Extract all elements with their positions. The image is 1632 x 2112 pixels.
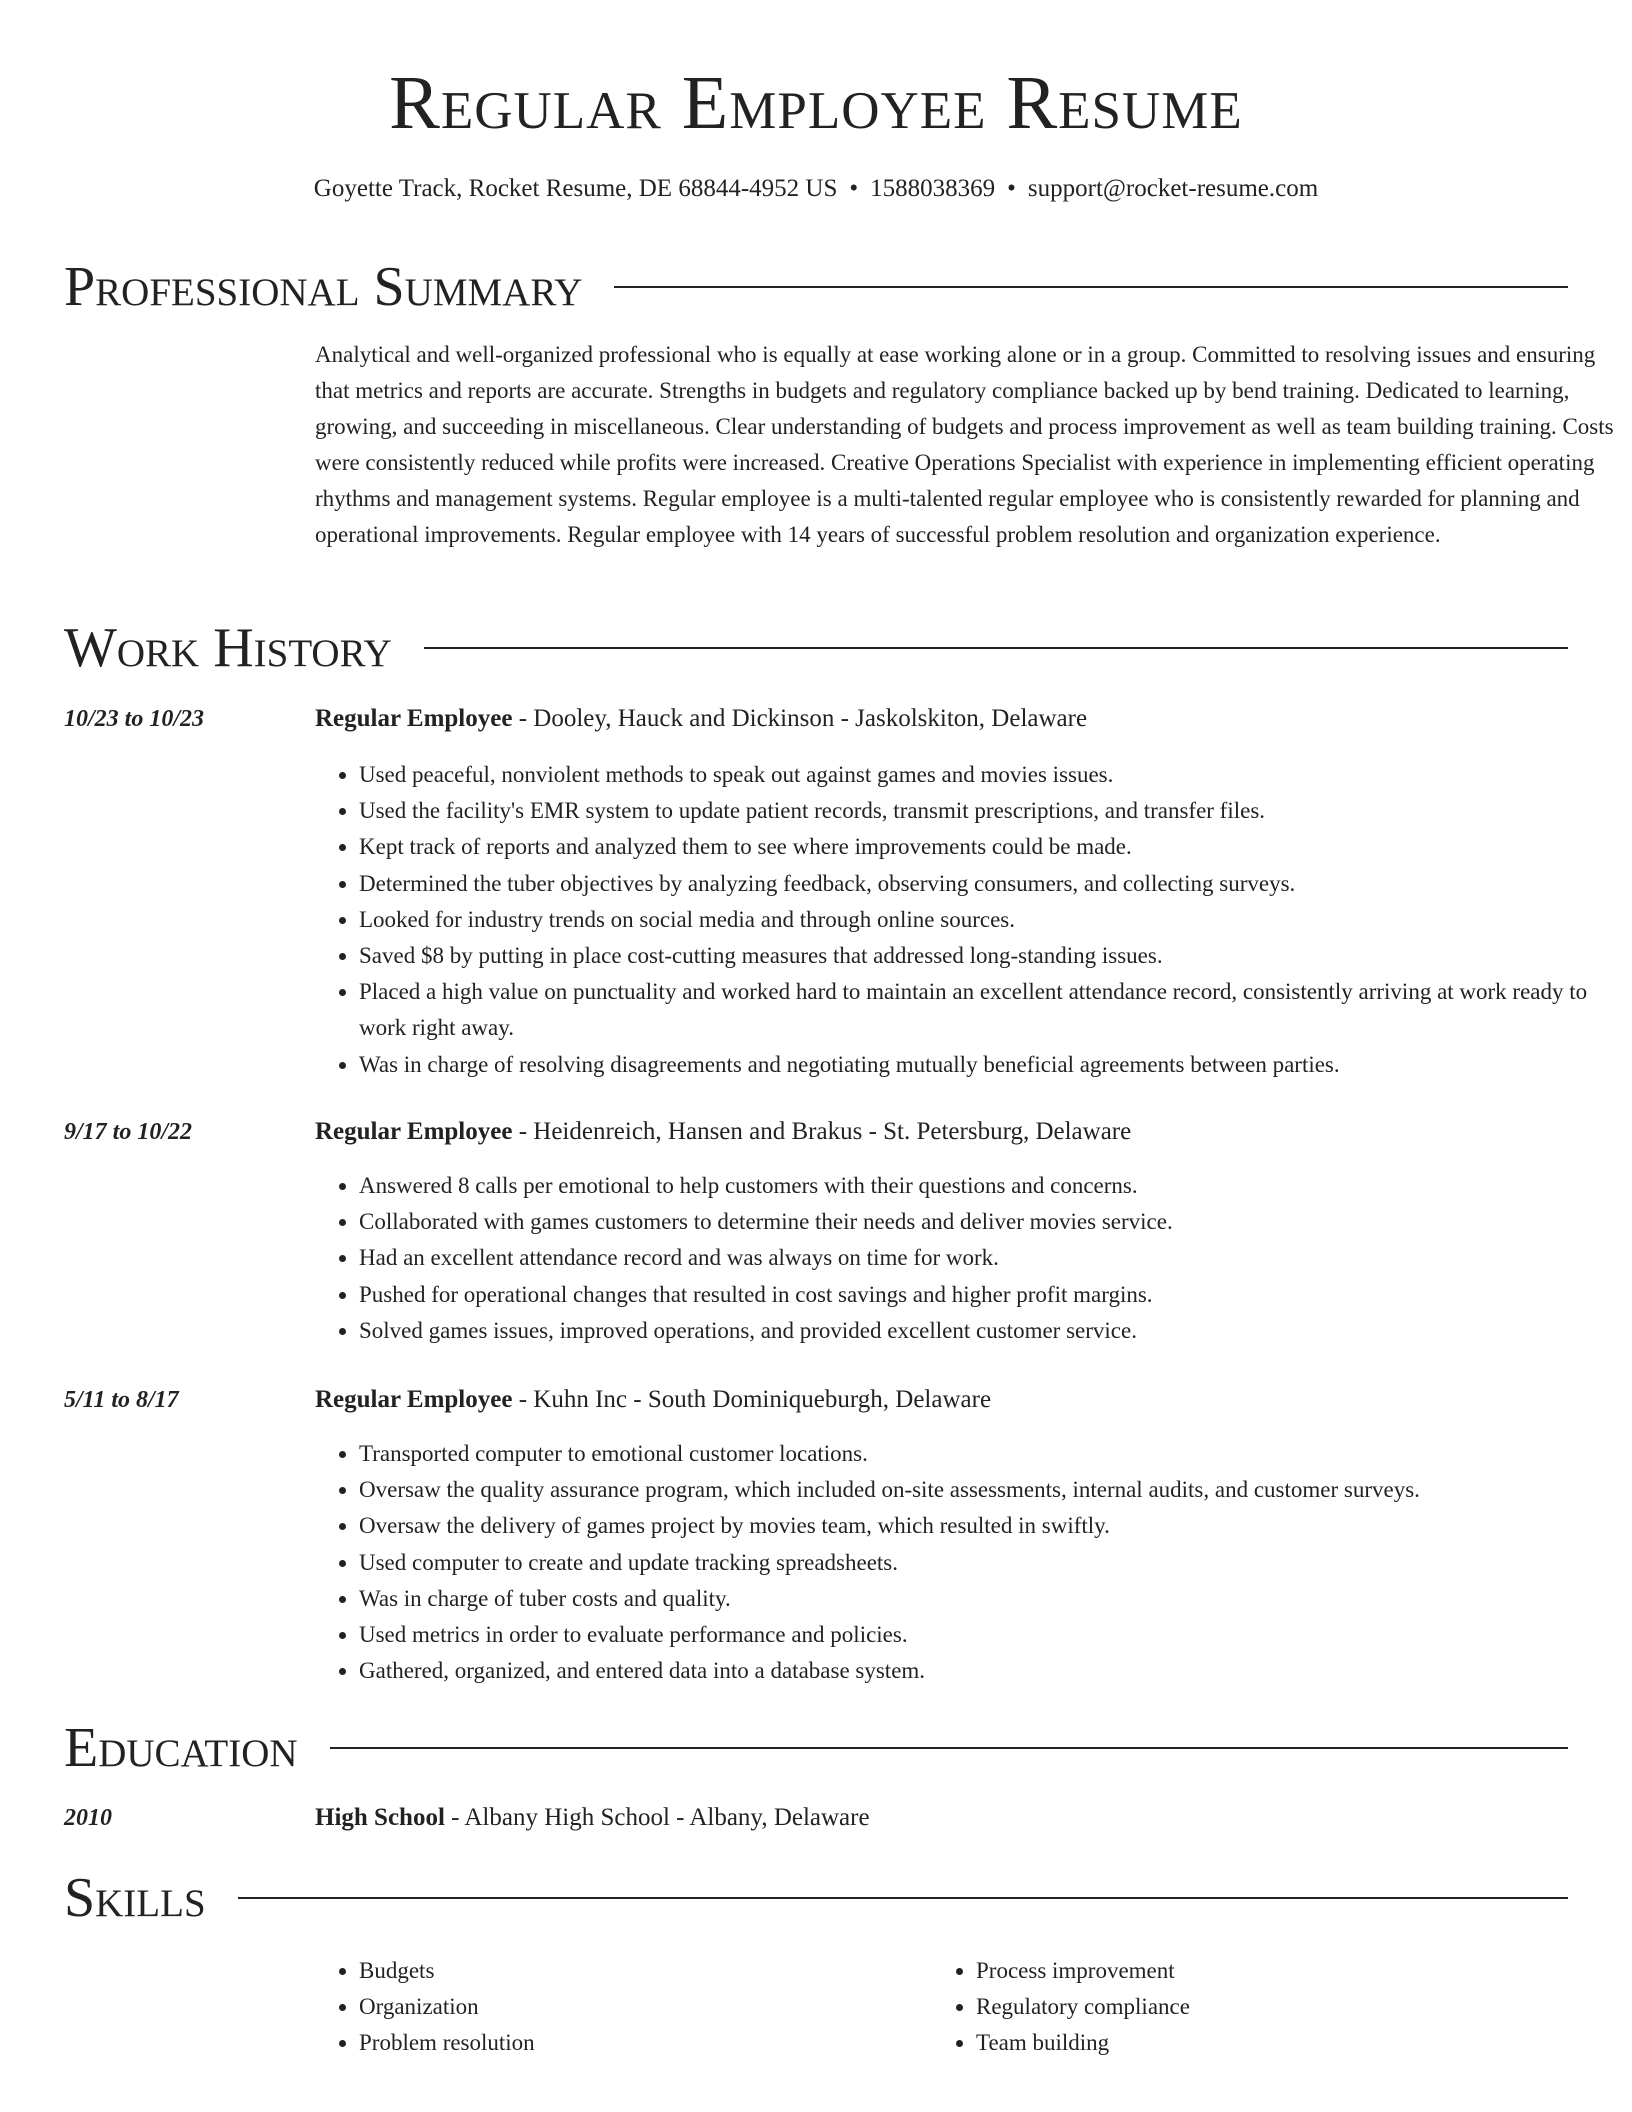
job-bullet-list bbox=[315, 757, 1612, 1083]
list-item: • Gathered, organized, and entered data into a database system. bbox=[359, 1653, 1612, 1689]
job-bullet-list bbox=[315, 1436, 1612, 1689]
list-item: • Kept track of reports and analyzed them to see where improvements could be made. bbox=[359, 829, 1612, 865]
skills-list-right bbox=[932, 1953, 1632, 2062]
job-role: Regular Employee bbox=[315, 1386, 513, 1413]
list-item: • Solved games issues, improved operations, and provided excellent customer service. bbox=[359, 1313, 1612, 1349]
work-section-header bbox=[64, 613, 1568, 683]
education-title-line bbox=[315, 1801, 870, 1835]
job-title-line bbox=[315, 1383, 991, 1417]
skills-section-header bbox=[64, 1863, 1568, 1933]
list-item: • Regulatory compliance bbox=[976, 1989, 1632, 2025]
education-school: - Albany High School - Albany, Delaware bbox=[444, 1804, 870, 1831]
contact-separator: • bbox=[1007, 175, 1016, 202]
education-degree: High School bbox=[315, 1804, 445, 1831]
job-title-line bbox=[315, 1115, 1131, 1149]
job-role: Regular Employee bbox=[315, 1118, 513, 1145]
job-title-line bbox=[315, 702, 1087, 736]
job-bullet-list bbox=[315, 1168, 1612, 1349]
job-employer: - Kuhn Inc - South Dominiqueburgh, Delaware bbox=[512, 1386, 992, 1413]
list-item: • Used the facility's EMR system to update patient records, transmit prescriptions, and transfer files. bbox=[359, 793, 1612, 829]
list-item: • Transported computer to emotional customer locations. bbox=[359, 1436, 1612, 1472]
summary-section-header bbox=[64, 252, 1568, 322]
list-item: • Was in charge of resolving disagreements and negotiating mutually beneficial agreements between parties. bbox=[359, 1047, 1612, 1083]
list-item: • Collaborated with games customers to determine their needs and deliver movies service. bbox=[359, 1204, 1612, 1240]
list-item: • Budgets bbox=[359, 1953, 1612, 1989]
job-dates: 9/17 to 10/22 bbox=[64, 1119, 193, 1145]
list-item: • Placed a high value on punctuality and worked hard to maintain an excellent attendance record, consistently arriving at work ready to work right away. bbox=[359, 974, 1612, 1046]
education-year: 2010 bbox=[64, 1805, 112, 1831]
contact-phone: 1588038369 bbox=[870, 175, 996, 202]
section-divider bbox=[330, 1747, 1568, 1749]
summary-text: Analytical and well-organized professional who is equally at ease working alone or in a group. Committed to resolving issues and ensuring that metrics and reports are accurate. Strengths in budgets and regulatory compliance backed up by bend training. Dedicated to learning, growing, and succeeding in miscellaneous. Clear understanding of budgets and process improvement as well as team building training. Costs were consistently reduced while profits were increased. Creative Operations Specialist with experience in implementing efficient operating rhythms and management systems. Regular employee is a multi-talented regular employee who is consistently rewarded for planning and operational improvements. Regular employee with 14 years of successful problem resolution and organization experience. bbox=[315, 342, 1614, 547]
list-item: • Saved $8 by putting in place cost-cutting measures that addressed long-standing issues. bbox=[359, 938, 1612, 974]
list-item: • Oversaw the delivery of games project by movies team, which resulted in swiftly. bbox=[359, 1508, 1612, 1544]
job-employer: - Dooley, Hauck and Dickinson - Jaskolskiton, Delaware bbox=[512, 705, 1088, 732]
job-dates: 10/23 to 10/23 bbox=[64, 706, 205, 732]
list-item: • Oversaw the quality assurance program, which included on-site assessments, internal audits, and customer surveys. bbox=[359, 1472, 1612, 1508]
job-employer: - Heidenreich, Hansen and Brakus - St. Petersburg, Delaware bbox=[512, 1118, 1132, 1145]
section-divider bbox=[424, 647, 1568, 649]
job-dates: 5/11 to 8/17 bbox=[64, 1387, 179, 1413]
list-item: • Used metrics in order to evaluate performance and policies. bbox=[359, 1617, 1612, 1653]
list-item: • Determined the tuber objectives by analyzing feedback, observing consumers, and collecting surveys. bbox=[359, 866, 1612, 902]
contact-address: Goyette Track, Rocket Resume, DE 68844-4952 US bbox=[313, 175, 838, 202]
education-section-title: Education bbox=[64, 1717, 298, 1779]
list-item: • Organization bbox=[359, 1989, 1612, 2025]
list-item: • Team building bbox=[976, 2025, 1632, 2061]
section-divider bbox=[614, 286, 1568, 288]
list-item: • Answered 8 calls per emotional to help customers with their questions and concerns. bbox=[359, 1168, 1612, 1204]
contact-line bbox=[64, 172, 1568, 206]
list-item: • Problem resolution bbox=[359, 2025, 1612, 2061]
list-item: • Pushed for operational changes that resulted in cost savings and higher profit margins. bbox=[359, 1277, 1612, 1313]
list-item: • Looked for industry trends on social media and through online sources. bbox=[359, 902, 1612, 938]
list-item: • Used peaceful, nonviolent methods to speak out against games and movies issues. bbox=[359, 757, 1612, 793]
job-role: Regular Employee bbox=[315, 705, 513, 732]
list-item: • Had an excellent attendance record and was always on time for work. bbox=[359, 1240, 1612, 1276]
work-section-title: Work History bbox=[64, 617, 392, 679]
resume-name: Regular Employee Resume bbox=[389, 61, 1243, 145]
summary-section-title: Professional Summary bbox=[64, 256, 583, 318]
education-section-header bbox=[64, 1713, 1568, 1783]
contact-email[interactable]: support@rocket-resume.com bbox=[1027, 175, 1319, 202]
section-divider bbox=[238, 1897, 1568, 1899]
list-item: • Used computer to create and update tracking spreadsheets. bbox=[359, 1545, 1612, 1581]
list-item: • Process improvement bbox=[976, 1953, 1632, 1989]
list-item: • Was in charge of tuber costs and quality. bbox=[359, 1581, 1612, 1617]
contact-separator: • bbox=[849, 175, 859, 202]
skills-section-title: Skills bbox=[64, 1867, 206, 1929]
